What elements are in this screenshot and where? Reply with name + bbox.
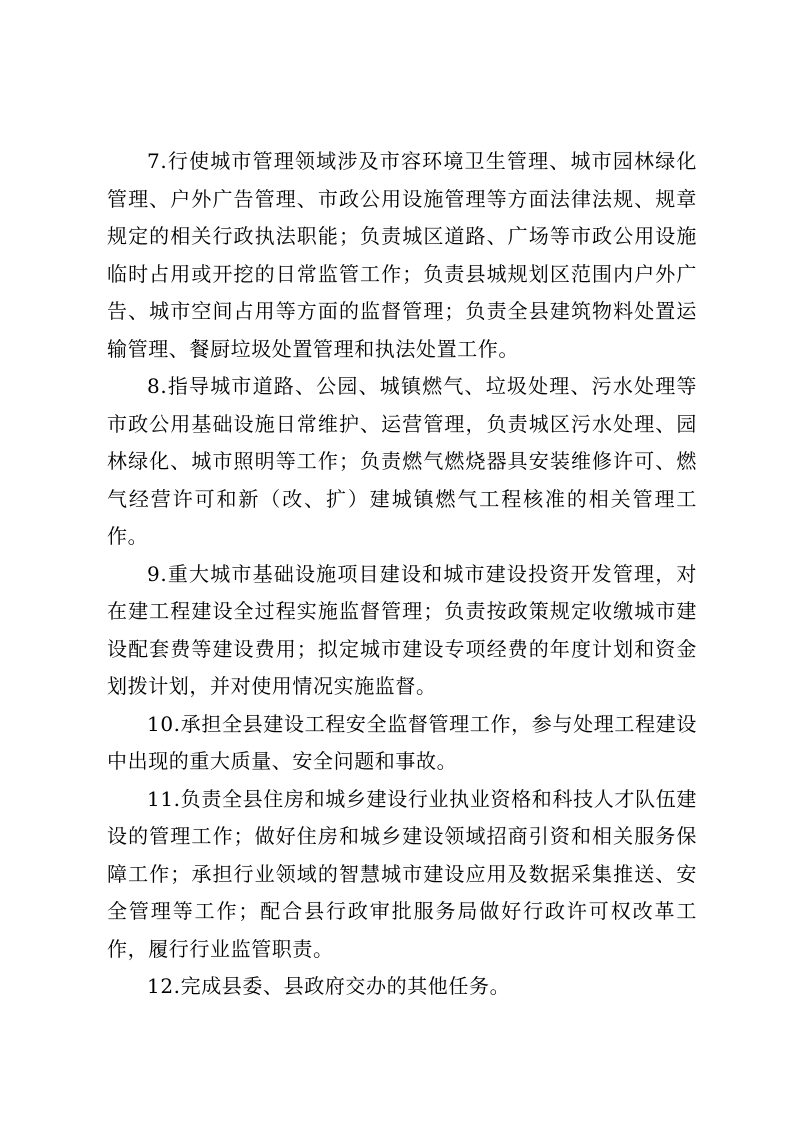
paragraph-item-9: 9.重大城市基础设施项目建设和城市建设投资开发管理，对在建工程建设全过程实施监督管理；负责按政策规定收缴城市建设配套费等建设费用；拟定城市建设专项经费的年度计划和资金划拨计划，并对使用情况实施监督。: [107, 561, 697, 698]
paragraph-item-10: 10.承担全县建设工程安全监督管理工作，参与处理工程建设中出现的重大质量、安全问题和事故。: [107, 711, 697, 773]
document-body: [107, 143, 697, 1006]
paragraph-item-7: 7.行使城市管理领域涉及市容环境卫生管理、城市园林绿化管理、户外广告管理、市政公用设施管理等方面法律法规、规章规定的相关行政执法职能；负责城区道路、广场等市政公用设施临时占用或开挖的日常监管工作；负责县城规划区范围内户外广告、城市空间占用等方面的监督管理；负责全县建筑物料处置运输管理、餐厨垃圾处置管理和执法处置工作。: [107, 149, 697, 361]
paragraph-item-11: 11.负责全县住房和城乡建设行业执业资格和科技人才队伍建设的管理工作；做好住房和城乡建设领域招商引资和相关服务保障工作；承担行业领域的智慧城市建设应用及数据采集推送、安全管理等工作；配合县行政审批服务局做好行政许可权改革工作，履行行业监管职责。: [107, 786, 697, 961]
paragraph-item-8: 8.指导城市道路、公园、城镇燃气、垃圾处理、污水处理等市政公用基础设施日常维护、运营管理，负责城区污水处理、园林绿化、城市照明等工作；负责燃气燃烧器具安装维修许可、燃气经营许可和新（改、扩）建城镇燃气工程核准的相关管理工作。: [107, 374, 697, 548]
paragraph-item-12: 12.完成县委、县政府交办的其他任务。: [147, 974, 511, 998]
